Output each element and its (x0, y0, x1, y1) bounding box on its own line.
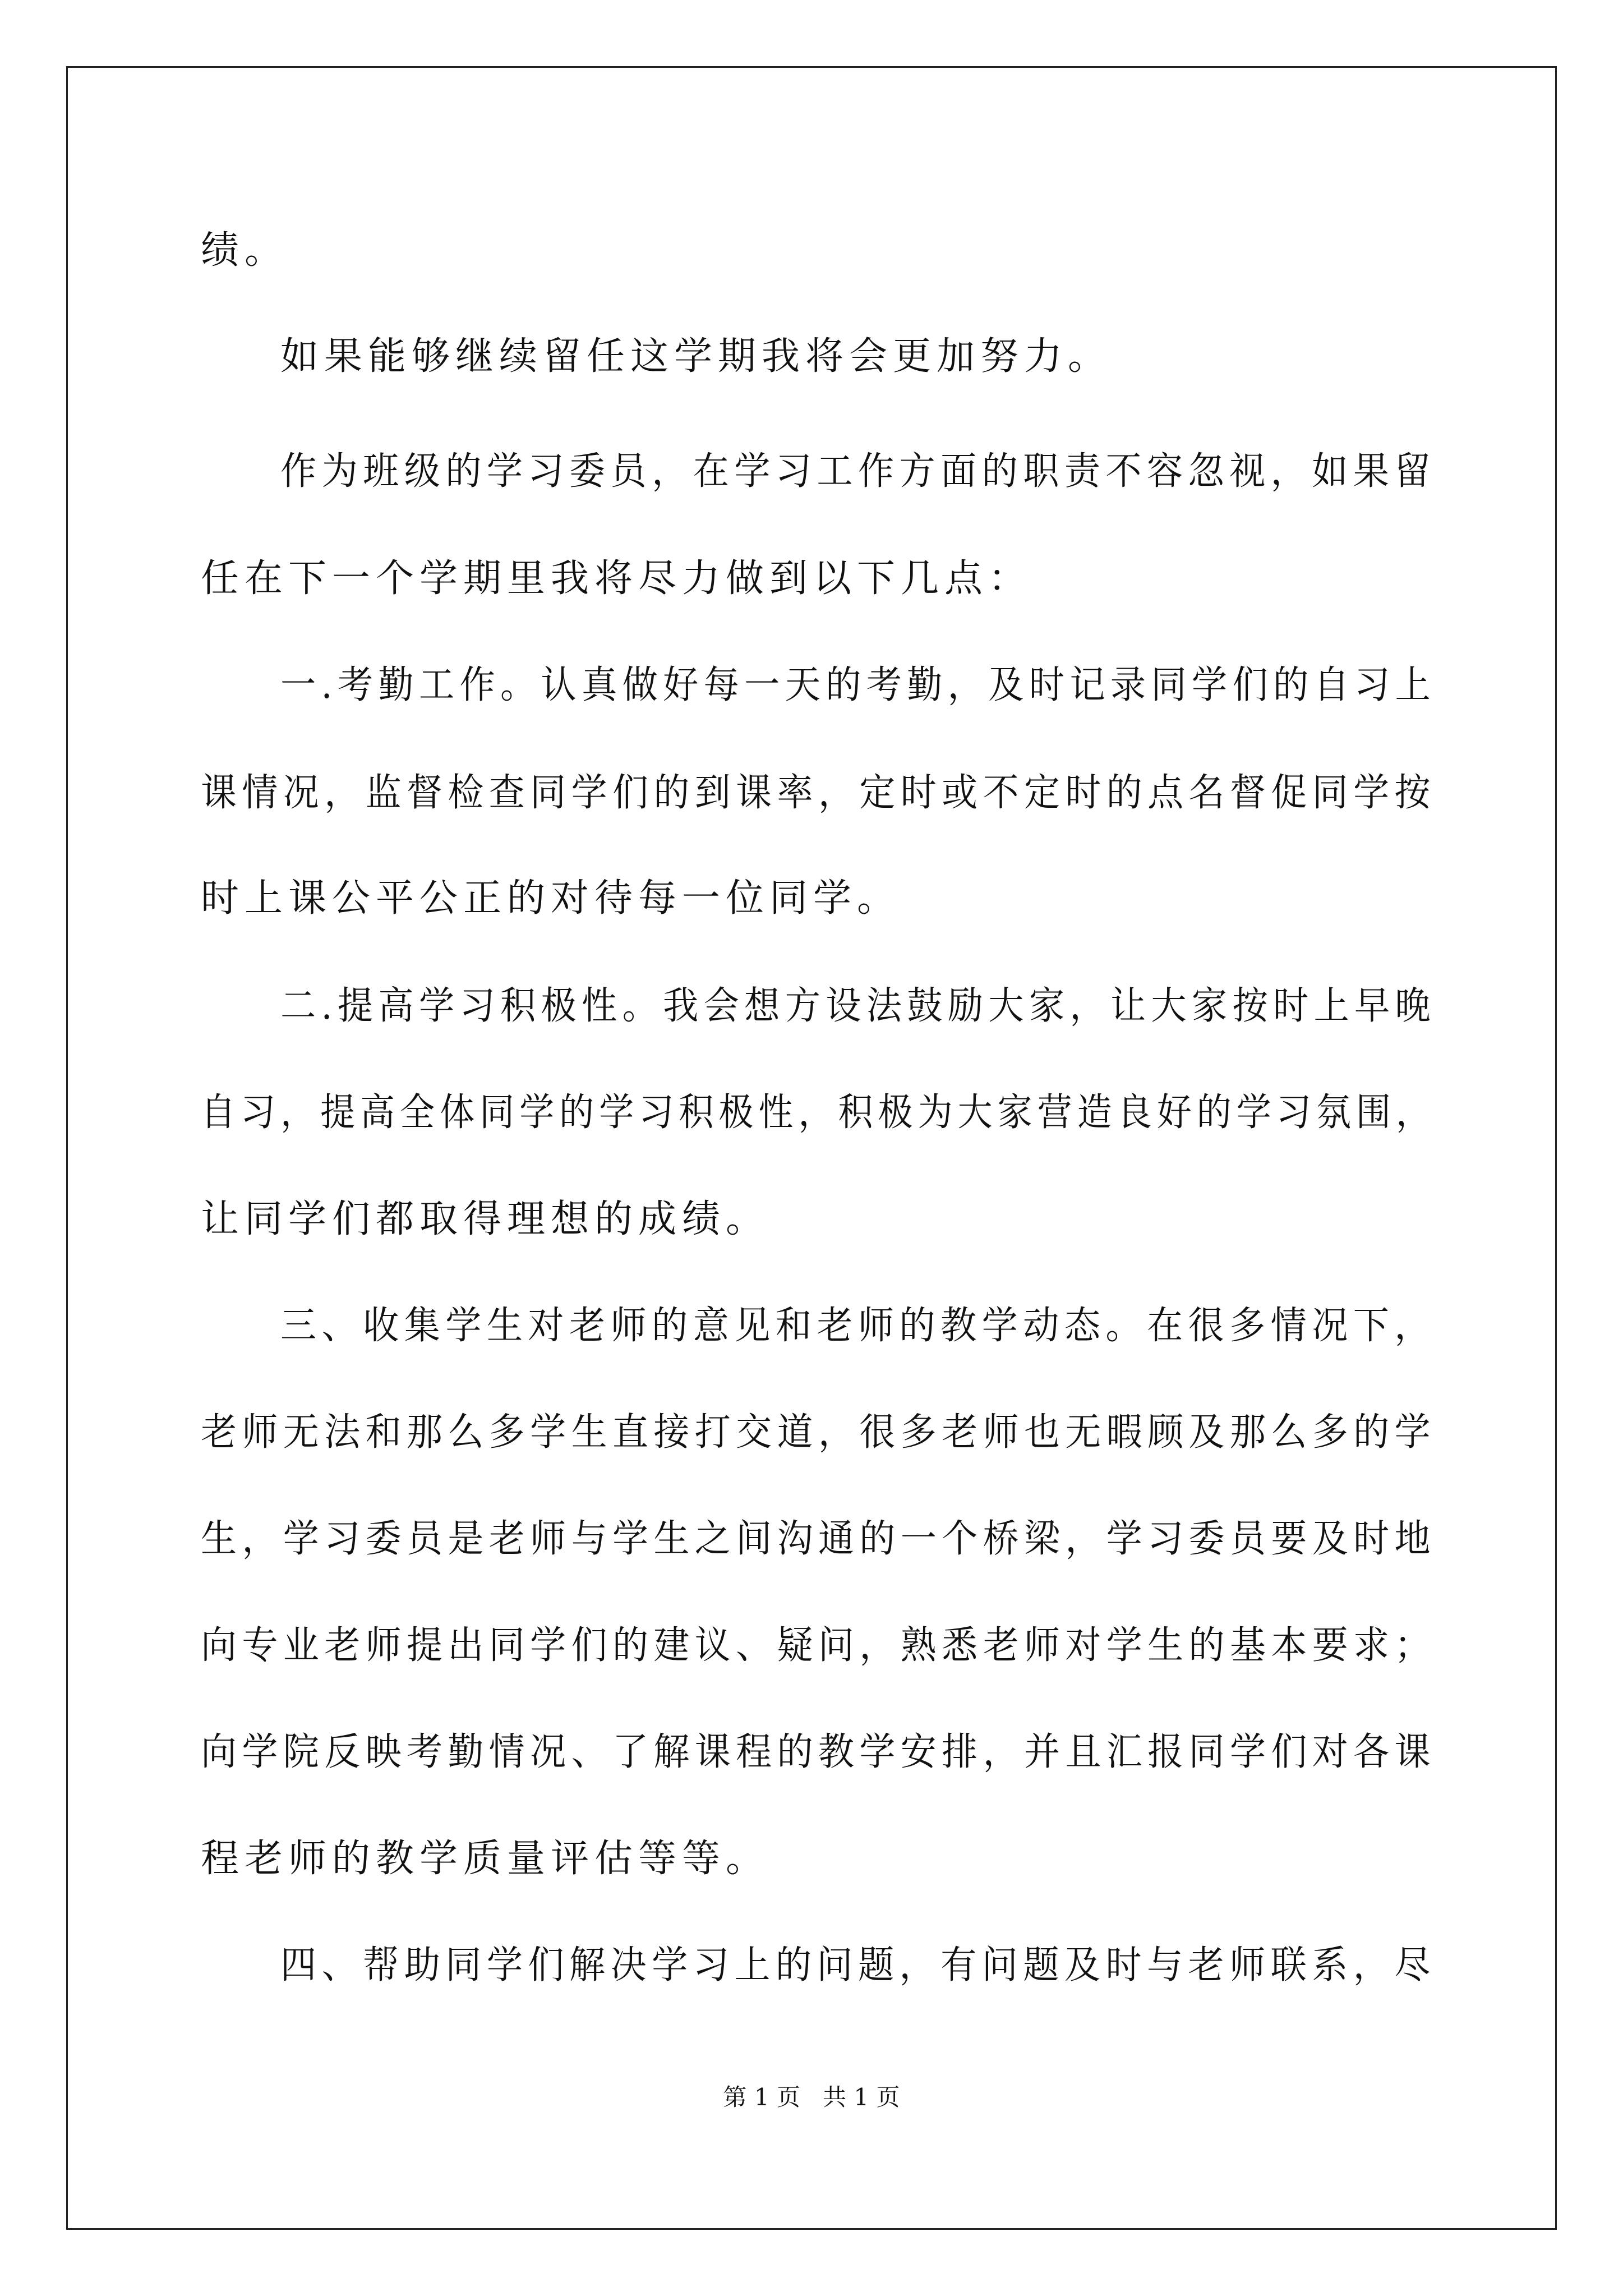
text-line-1: 绩。 (201, 228, 289, 273)
text-line-9: 自习，提高全体同学的学习积极性，积极为大家营造良好的学习氛围， (201, 1091, 1436, 1135)
text-line-6: 课情况，监督检查同学们的到课率，定时或不定时的点名督促同学按 (201, 771, 1436, 815)
text-line-10: 让同学们都取得理想的成绩。 (201, 1197, 770, 1241)
text-line-5: 一.考勤工作。认真做好每一天的考勤，及时记录同学们的自习上 (280, 663, 1436, 707)
text-line-2: 如果能够继续留任这学期我将会更加努力。 (280, 334, 1112, 379)
page-number-footer: 第 1 页 共 1 页 (723, 2083, 900, 2111)
text-line-15: 向学院反映考勤情况、了解课程的教学安排，并且汇报同学们对各课 (201, 1730, 1436, 1774)
text-line-12: 老师无法和那么多学生直接打交道，很多老师也无暇顾及那么多的学 (201, 1410, 1436, 1455)
text-line-8: 二.提高学习积极性。我会想方设法鼓励大家，让大家按时上早晚 (280, 984, 1436, 1028)
text-line-13: 生，学习委员是老师与学生之间沟通的一个桥梁，学习委员要及时地 (201, 1517, 1436, 1561)
text-line-17: 四、帮助同学们解决学习上的问题，有问题及时与老师联系，尽 (280, 1943, 1436, 1987)
text-line-11: 三、收集学生对老师的意见和老师的教学动态。在很多情况下， (280, 1304, 1436, 1348)
text-line-7: 时上课公平公正的对待每一位同学。 (201, 876, 901, 921)
page-border (66, 66, 1557, 2230)
text-line-3: 作为班级的学习委员，在学习工作方面的职责不容忽视，如果留 (280, 449, 1436, 494)
text-line-4: 任在下一个学期里我将尽力做到以下几点： (201, 556, 1032, 601)
text-line-16: 程老师的教学质量评估等等。 (201, 1837, 770, 1881)
text-line-14: 向专业老师提出同学们的建议、疑问，熟悉老师对学生的基本要求； (201, 1623, 1436, 1668)
